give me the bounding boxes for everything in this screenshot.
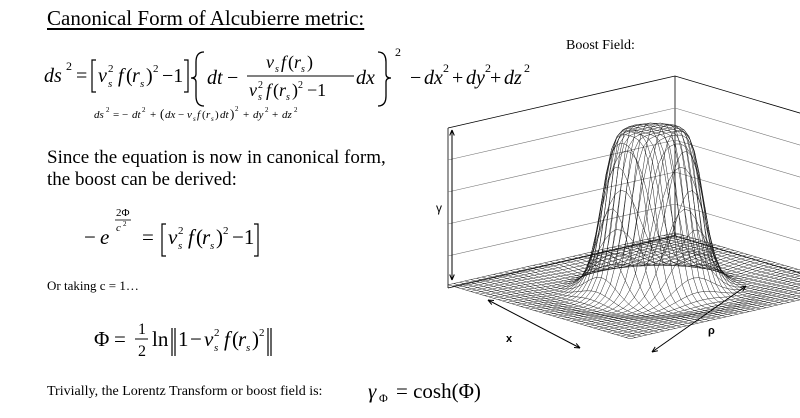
svg-text:dy: dy	[466, 67, 485, 89]
svg-text:−1: −1	[162, 65, 184, 87]
svg-text:r: r	[294, 52, 302, 72]
svg-text:f: f	[197, 109, 201, 121]
svg-text:e: e	[100, 225, 110, 249]
svg-text:2: 2	[395, 45, 401, 59]
svg-text:v: v	[266, 52, 274, 72]
svg-text:s: s	[211, 115, 214, 123]
svg-text:=: =	[142, 225, 154, 249]
x-axis-label: x	[506, 333, 513, 345]
svg-text:): )	[252, 327, 259, 351]
svg-text:dt: dt	[132, 109, 141, 121]
svg-text:2: 2	[235, 105, 239, 113]
svg-text:s: s	[140, 78, 145, 90]
svg-text:2: 2	[485, 61, 491, 75]
svg-text:): )	[230, 106, 235, 121]
svg-text:s: s	[286, 92, 290, 103]
svg-text:): )	[307, 52, 313, 72]
svg-text:c: c	[116, 222, 121, 234]
svg-text:2: 2	[223, 225, 229, 237]
svg-text:r: r	[202, 225, 211, 249]
svg-text:2: 2	[258, 80, 263, 91]
svg-text:dx: dx	[356, 67, 375, 89]
svg-text:f: f	[266, 80, 272, 100]
svg-text:(: (	[273, 80, 279, 100]
svg-text:2: 2	[294, 106, 298, 114]
svg-text:ln: ln	[152, 327, 169, 351]
svg-text:v: v	[249, 80, 257, 100]
svg-text:s: s	[246, 342, 251, 354]
svg-text:f: f	[224, 327, 230, 351]
svg-text:2: 2	[106, 106, 110, 114]
svg-text:dy: dy	[253, 109, 264, 121]
taking-c-text: Or taking c = 1…	[47, 278, 139, 293]
svg-text:−: −	[410, 67, 422, 89]
svg-text:2: 2	[108, 63, 114, 75]
svg-text:γ: γ	[368, 379, 377, 403]
svg-text:2: 2	[524, 61, 530, 75]
boost-relation-equation	[84, 196, 314, 266]
svg-text:2: 2	[298, 80, 303, 91]
svg-text:2: 2	[138, 343, 146, 360]
svg-text:−: −	[190, 327, 202, 351]
svg-text:(: (	[232, 327, 239, 351]
svg-text:+: +	[490, 67, 502, 89]
svg-text:): )	[215, 109, 219, 121]
svg-text:r: r	[238, 327, 247, 351]
svg-text:−: −	[84, 225, 96, 249]
svg-text:+: +	[150, 109, 157, 121]
svg-text:v: v	[98, 65, 107, 87]
svg-text:2: 2	[259, 327, 265, 339]
canonical-text-line2: the boost can be derived:	[47, 169, 237, 190]
svg-text:−1: −1	[307, 80, 327, 100]
trivially-text: Trivially, the Lorentz Transform or boost field is:	[47, 384, 323, 399]
svg-text:(: (	[126, 65, 133, 87]
svg-text:v: v	[204, 327, 214, 351]
svg-text:r: r	[132, 65, 140, 87]
svg-text:1: 1	[178, 327, 189, 351]
svg-text:dx: dx	[424, 67, 443, 89]
svg-text:= cosh(Φ): = cosh(Φ)	[396, 379, 481, 403]
svg-text:dt: dt	[207, 67, 223, 89]
svg-text:1: 1	[138, 321, 146, 338]
svg-text:s: s	[258, 92, 262, 103]
svg-text:s: s	[178, 240, 183, 252]
svg-text:=: =	[114, 327, 126, 351]
svg-text:+: +	[243, 109, 250, 121]
svg-text:s: s	[108, 78, 113, 90]
svg-text:(: (	[202, 109, 206, 121]
svg-text:=: =	[76, 65, 88, 87]
svg-text:+: +	[272, 109, 279, 121]
svg-text:ds: ds	[44, 65, 62, 87]
svg-text:s: s	[214, 342, 219, 354]
svg-text:r: r	[206, 109, 211, 121]
svg-text:s: s	[193, 115, 196, 123]
canonical-text-line1: Since the equation is now in canonical form,	[47, 147, 386, 168]
svg-text:= −: = −	[113, 109, 129, 121]
svg-text:s: s	[210, 240, 215, 252]
svg-text:2: 2	[214, 327, 220, 339]
svg-text:dt: dt	[220, 109, 229, 121]
svg-text:v: v	[168, 225, 178, 249]
svg-text:2Φ: 2Φ	[116, 207, 130, 219]
svg-text:(: (	[196, 225, 203, 249]
svg-text:ds: ds	[94, 109, 104, 121]
svg-text:2: 2	[153, 63, 159, 75]
svg-text:−: −	[178, 109, 185, 121]
svg-text:f: f	[118, 65, 124, 87]
slide-title: Canonical Form of Alcubierre metric:	[47, 6, 365, 30]
gamma-axis-label: γ	[436, 201, 442, 215]
gamma-cosh-equation	[368, 374, 508, 406]
svg-text:): )	[292, 80, 298, 100]
adm-metric-equation	[94, 104, 334, 128]
figure-title: Boost Field:	[566, 38, 635, 53]
svg-text:f: f	[281, 52, 287, 72]
svg-text:f: f	[188, 225, 194, 249]
svg-text:−: −	[227, 67, 239, 89]
svg-text:2: 2	[66, 59, 72, 73]
svg-text:2: 2	[123, 220, 127, 228]
svg-text:): )	[146, 65, 153, 87]
svg-text:2: 2	[265, 106, 269, 114]
svg-text:Φ: Φ	[94, 327, 110, 351]
svg-text:dz: dz	[282, 109, 292, 121]
svg-text:dz: dz	[504, 67, 522, 89]
svg-text:): )	[216, 225, 223, 249]
svg-text:2: 2	[142, 106, 146, 114]
svg-text:(: (	[160, 106, 165, 121]
svg-text:Φ: Φ	[379, 391, 388, 405]
svg-text:2: 2	[178, 225, 184, 237]
svg-text:(: (	[288, 52, 294, 72]
svg-text:s: s	[275, 64, 279, 75]
svg-text:dx: dx	[165, 109, 176, 121]
svg-text:2: 2	[443, 61, 449, 75]
svg-text:−1: −1	[232, 225, 255, 249]
boost-field-surface-plot	[430, 60, 770, 360]
rho-axis-label: ρ	[708, 325, 715, 337]
svg-text:r: r	[279, 80, 287, 100]
svg-text:v: v	[187, 109, 192, 121]
svg-text:+: +	[452, 67, 464, 89]
svg-text:s: s	[301, 64, 305, 75]
phi-equation	[94, 312, 334, 372]
